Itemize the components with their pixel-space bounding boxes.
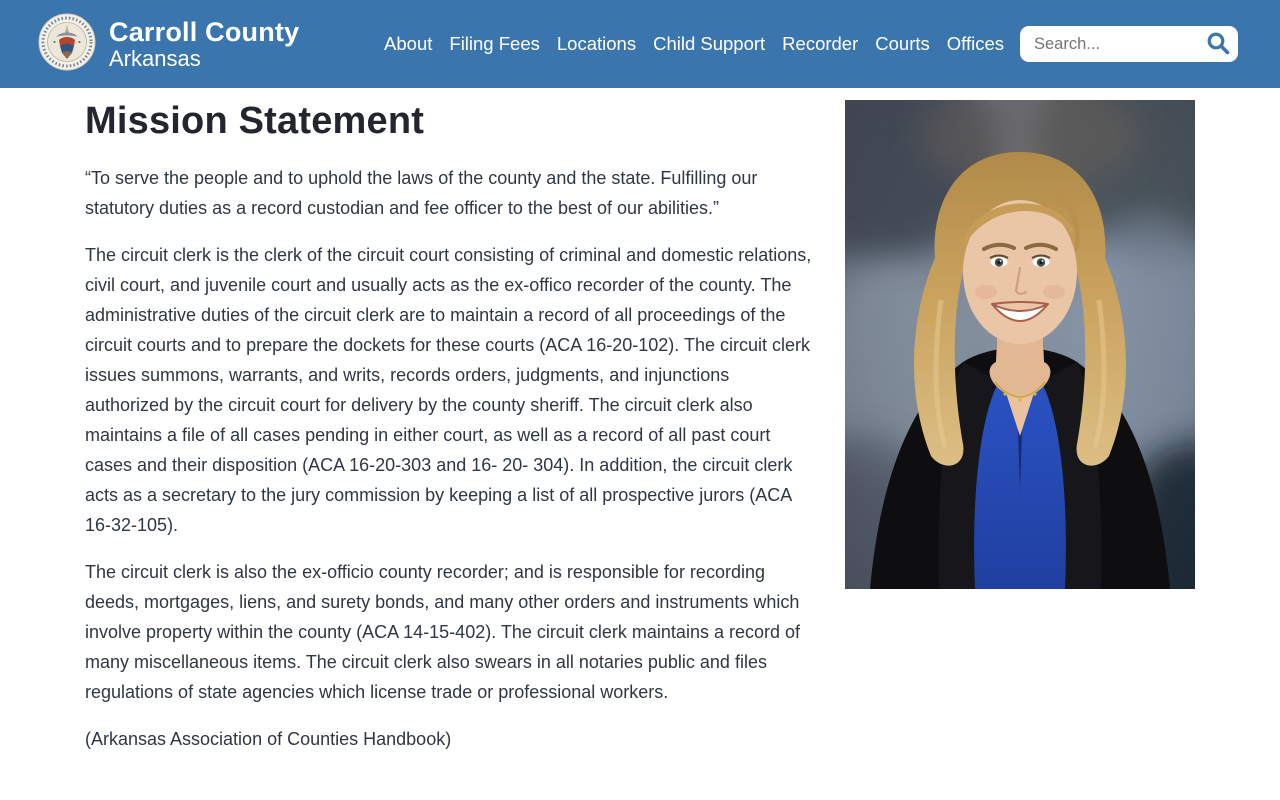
nav-item-recorder[interactable]: Recorder: [782, 33, 859, 54]
main-nav: [384, 33, 1004, 55]
page-title: Mission Statement: [85, 100, 425, 142]
site-title: Carroll County: [109, 16, 300, 47]
mission-statement-article: [85, 88, 815, 771]
search-icon: [1205, 30, 1231, 59]
portrait-sidebar: [845, 88, 1195, 771]
search-box: [1020, 26, 1238, 62]
nav-item-locations[interactable]: Locations: [556, 33, 637, 54]
nav-item-offices[interactable]: Offices: [946, 33, 1004, 54]
nav-item-child-support[interactable]: Child Support: [653, 33, 766, 54]
circuit-clerk-duties-paragraph: The circuit clerk is the clerk of the circuit court consisting of criminal and domestic relations, civil court, and juvenile court and usually acts as the ex-offico recorder of the county. The administrative duties of the circuit clerk are to maintain a record of all proceedings of the circuit courts and to prepare the dockets for these courts (ACA 16-20-102). The circuit clerk issues summons, warrants, and writs, records orders, judgments, and injunctions authorized by the circuit court for delivery by the county sheriff. The circuit clerk also maintains a file of all cases pending in either court, as well as a record of all past court cases and their disposition (ACA 16-20-303 and 16- 20- 304). In addition, the circuit clerk acts as a secretary to the jury commission by keeping a list of all prospective jurors (ACA 16-32-105).: [85, 244, 812, 535]
brand-home-link[interactable]: [38, 13, 299, 76]
brand-text: [109, 17, 299, 72]
mission-quote-paragraph: “To serve the people and to uphold the laws of the county and the state. Fulfilling our statutory duties as a record custodian and fee officer to the best of our abilities.”: [85, 167, 758, 218]
nav-item-filing-fees[interactable]: Filing Fees: [449, 33, 540, 54]
search-button[interactable]: [1204, 30, 1232, 58]
site-header: [0, 0, 1280, 88]
site-subtitle: Arkansas: [109, 45, 201, 71]
nav-item-about[interactable]: About: [384, 33, 433, 54]
main-content: [0, 88, 1280, 771]
nav-item-courts[interactable]: Courts: [875, 33, 930, 54]
source-attribution: (Arkansas Association of Counties Handbook): [85, 728, 452, 749]
clerk-portrait-photo: [845, 100, 1195, 589]
arkansas-state-seal-icon: [38, 13, 96, 76]
recorder-duties-paragraph: The circuit clerk is also the ex-officio county recorder; and is responsible for recording deeds, mortgages, liens, and surety bonds, and many other orders and instruments which involve property within the county (ACA 14-15-402). The circuit clerk maintains a record of many miscellaneous items. The circuit clerk also swears in all notaries public and files regulations of state agencies which license trade or professional workers.: [85, 561, 800, 702]
